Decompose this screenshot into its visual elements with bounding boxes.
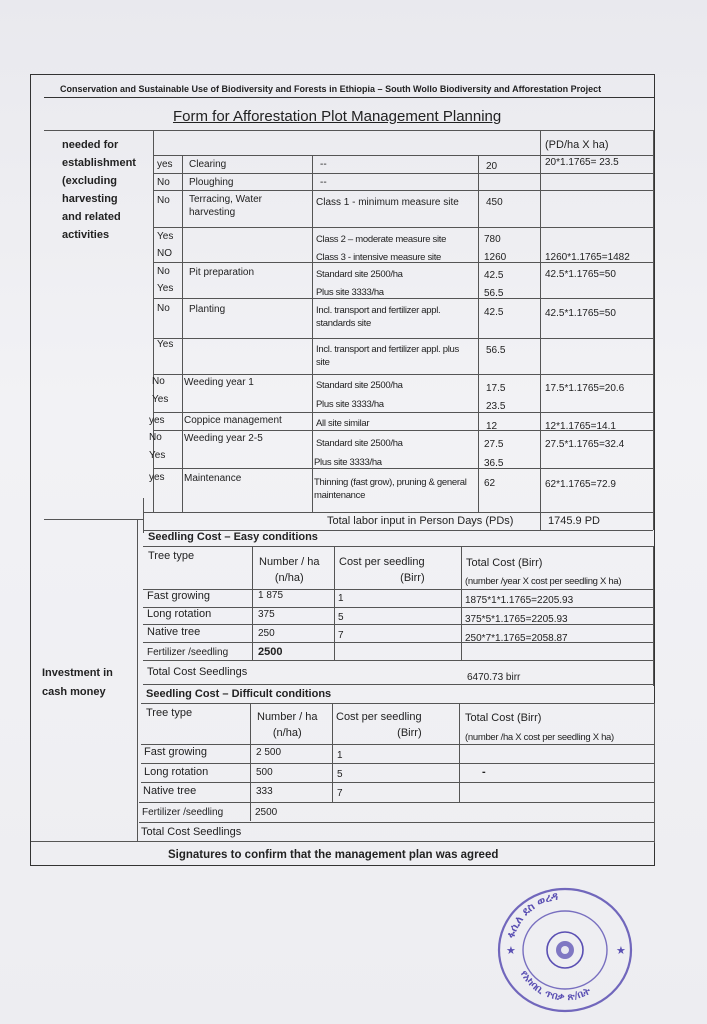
official-stamp	[494, 882, 636, 1014]
labor-row-line	[153, 190, 653, 191]
easy-number: 1 875	[258, 590, 284, 601]
difficult-number: 2 500	[256, 747, 282, 758]
labor-row-line	[153, 412, 653, 413]
labor-site: Standard site 2500/ha	[316, 269, 403, 280]
labor-row-line	[153, 227, 653, 228]
total-labor-value: 1745.9 PD	[548, 515, 600, 527]
labor-row-line	[153, 173, 653, 174]
labor-section-label: needed for establishment (excluding harvesting and related activities	[62, 139, 136, 241]
easy-total: 375*5*1.1765=2205.93	[465, 614, 568, 625]
easy-col-number: Number / ha (n/ha)	[259, 556, 320, 584]
labor-flag: Yes	[149, 450, 166, 461]
easy-heading: Seedling Cost – Easy conditions	[148, 531, 318, 543]
labor-row-line	[143, 512, 653, 513]
signatures-line: Signatures to confirm that the management plan was agreed	[168, 849, 499, 861]
svg-text:★: ★	[616, 945, 626, 957]
labor-site: Class 2 – moderate measure site	[316, 234, 447, 245]
project-header: Conservation and Sustainable Use of Biodiversity and Forests in Ethiopia – South Wollo Biodiversity and Afforestation Project	[60, 84, 602, 94]
labor-calc: 27.5*1.1765=32.4	[545, 439, 625, 450]
easy-tree: Native tree	[147, 626, 201, 638]
difficult-number: 500	[256, 767, 273, 778]
investment-section-label: Investment in cash money	[42, 667, 113, 698]
labor-site: Incl. transport and fertilizer appl. plus site	[316, 344, 459, 368]
labor-flag: yes	[149, 415, 165, 426]
difficult-cost: 1	[337, 750, 343, 761]
difficult-col-tree: Tree type	[146, 707, 193, 719]
difficult-number: 2500	[255, 807, 278, 818]
labor-activity: Weeding year 1	[184, 377, 254, 388]
labor-pd: 42.5	[484, 270, 504, 281]
difficult-tree: Fast growing	[144, 746, 207, 758]
labor-pd: 27.5	[484, 439, 504, 450]
labor-col-line	[478, 155, 479, 512]
footer-rule	[31, 841, 655, 842]
easy-total: 1875*1*1.1765=2205.93	[465, 595, 574, 606]
easy-number: 250	[258, 628, 275, 639]
difficult-number: 333	[256, 786, 273, 797]
difficult-heading: Seedling Cost – Difficult conditions	[146, 688, 332, 700]
labor-calc: 20*1.1765= 23.5	[545, 157, 619, 168]
labor-activity: Terracing, Water harvesting	[189, 194, 262, 218]
labor-site: --	[320, 159, 327, 170]
labor-activity: Pit preparation	[189, 267, 255, 278]
labor-calc: 17.5*1.1765=20.6	[545, 383, 625, 394]
labor-activity: Ploughing	[189, 177, 234, 188]
labor-site: All site similar	[316, 418, 370, 429]
difficult-row-line	[139, 822, 654, 823]
easy-col-cost: Cost per seedling (Birr)	[339, 556, 425, 584]
labor-pd: 56.5	[484, 288, 504, 299]
labor-flag: yes	[157, 159, 173, 170]
difficult-tree: Fertilizer /seedling	[142, 807, 224, 818]
difficult-col-total: Total Cost (Birr)	[465, 712, 542, 724]
labor-site: Standard site 2500/ha	[316, 438, 403, 449]
easy-col-line	[653, 546, 654, 686]
labor-site: --	[320, 177, 327, 188]
total-col-line	[540, 512, 541, 530]
labor-col-line	[540, 130, 541, 512]
labor-row-line	[153, 468, 653, 469]
labor-pd: 62	[484, 478, 496, 489]
labor-site: Standard site 2500/ha	[316, 380, 403, 391]
labor-activity: Planting	[189, 304, 226, 315]
labor-unit-header: (PD/ha X ha)	[545, 139, 609, 151]
labor-activity: Coppice management	[184, 415, 282, 426]
labor-flag: No	[157, 177, 170, 188]
labor-row-line	[153, 298, 653, 299]
labor-flag: NO	[157, 248, 172, 259]
easy-tree: Fertilizer /seedling	[147, 647, 229, 658]
difficult-tree: Long rotation	[144, 766, 209, 778]
easy-tree: Fast growing	[147, 590, 210, 602]
difficult-col-total-sub: (number /ha X cost per seedling X ha)	[465, 732, 614, 743]
labor-col-line	[182, 155, 183, 512]
labor-site: Class 1 - minimum measure site	[316, 197, 459, 208]
labor-flag: yes	[149, 472, 165, 483]
labor-calc: 42.5*1.1765=50	[545, 308, 616, 319]
labor-pd: 780	[484, 234, 501, 245]
easy-total-value: 6470.73 birr	[467, 672, 521, 683]
easy-col-total: Total Cost (Birr)	[466, 557, 543, 569]
easy-row-line	[143, 684, 653, 685]
labor-calc: 62*1.1765=72.9	[545, 479, 616, 490]
labor-pd: 12	[486, 421, 498, 432]
easy-row-line	[143, 589, 653, 590]
labor-activity: Clearing	[189, 159, 227, 170]
labor-col-line	[653, 130, 654, 530]
labor-flag: Yes	[157, 339, 174, 350]
easy-number: 375	[258, 609, 275, 620]
labor-site: Incl. transport and fertilizer appl. standards site	[316, 305, 441, 329]
labor-flag: No	[152, 376, 165, 387]
total-labor-label: Total labor input in Person Days (PDs)	[327, 515, 514, 527]
easy-tree: Long rotation	[147, 608, 212, 620]
labor-pd: 42.5	[484, 307, 504, 318]
title-rule	[44, 130, 654, 131]
labor-calc: 1260*1.1765=1482	[545, 252, 630, 263]
easy-number: 2500	[258, 646, 283, 658]
difficult-row-line	[141, 703, 654, 704]
labor-activity: Maintenance	[184, 473, 242, 484]
labor-pd: 17.5	[486, 383, 506, 394]
easy-col-total-sub: (number /year X cost per seedling X ha)	[465, 576, 622, 587]
easy-row-line	[143, 624, 653, 625]
labor-row-line	[153, 338, 653, 339]
labor-col-line	[312, 155, 313, 512]
difficult-total: -	[482, 766, 486, 778]
labor-site: Plus site 3333/ha	[316, 399, 384, 410]
labor-flag: No	[157, 303, 170, 314]
labor-flag: Yes	[157, 283, 174, 294]
labor-row-line	[153, 374, 653, 375]
labor-site: Plus site 3333/ha	[316, 287, 384, 298]
labor-calc: 42.5*1.1765=50	[545, 269, 616, 280]
easy-total-label: Total Cost Seedlings	[147, 666, 248, 678]
difficult-row-line	[139, 802, 654, 803]
labor-calc: 12*1.1765=14.1	[545, 421, 616, 432]
labor-flag: No	[149, 432, 162, 443]
labor-activity: Weeding year 2-5	[184, 433, 263, 444]
easy-row-line	[143, 660, 653, 661]
difficult-total-label: Total Cost Seedlings	[141, 826, 242, 838]
difficult-col-line	[250, 703, 251, 821]
difficult-cost: 7	[337, 788, 343, 799]
difficult-col-line	[332, 703, 333, 803]
difficult-col-line	[459, 703, 460, 803]
labor-pd: 450	[486, 197, 503, 208]
labor-pd: 36.5	[484, 458, 504, 469]
easy-col-tree: Tree type	[148, 550, 195, 562]
difficult-row-line	[141, 763, 654, 764]
form-title: Form for Afforestation Plot Management Planning	[173, 108, 502, 125]
header-rule	[44, 97, 654, 98]
labor-flag: No	[157, 195, 170, 206]
svg-text:የአካባቢ ጥበቃ ጽ/ቤት: የአካባቢ ጥበቃ ጽ/ቤት	[517, 968, 593, 1004]
total-col-line	[143, 498, 144, 533]
labor-pd: 1260	[484, 252, 507, 263]
section-divider	[44, 519, 144, 520]
difficult-col-number: Number / ha (n/ha)	[257, 711, 318, 739]
labor-pd: 56.5	[486, 345, 506, 356]
difficult-col-line	[654, 703, 655, 843]
labor-site: Thinning (fast grow), pruning & general maintenance	[314, 477, 467, 501]
labor-site: Plus site 3333/ha	[314, 457, 382, 468]
labor-flag: No	[157, 266, 170, 277]
labor-flag: Yes	[157, 231, 174, 242]
easy-row-line	[143, 642, 653, 643]
labor-pd: 20	[486, 161, 498, 172]
svg-text:ፋሲለ ደስ ወረዳ: ፋሲለ ደስ ወረዳ	[504, 889, 560, 940]
labor-pd: 23.5	[486, 401, 506, 412]
difficult-cost: 5	[337, 769, 343, 780]
easy-row-line	[143, 607, 653, 608]
difficult-tree: Native tree	[143, 785, 197, 797]
difficult-row-line	[141, 782, 654, 783]
difficult-col-cost: Cost per seedling (Birr)	[336, 711, 422, 739]
labor-flag: Yes	[152, 394, 169, 405]
easy-cost: 1	[338, 593, 344, 604]
easy-total: 250*7*1.1765=2058.87	[465, 633, 568, 644]
svg-text:★: ★	[506, 945, 516, 957]
investment-col-line	[137, 519, 138, 841]
easy-cost: 5	[338, 612, 344, 623]
easy-cost: 7	[338, 630, 344, 641]
difficult-row-line	[141, 744, 654, 745]
labor-site: Class 3 - intensive measure site	[316, 252, 442, 263]
easy-row-line	[143, 546, 653, 547]
